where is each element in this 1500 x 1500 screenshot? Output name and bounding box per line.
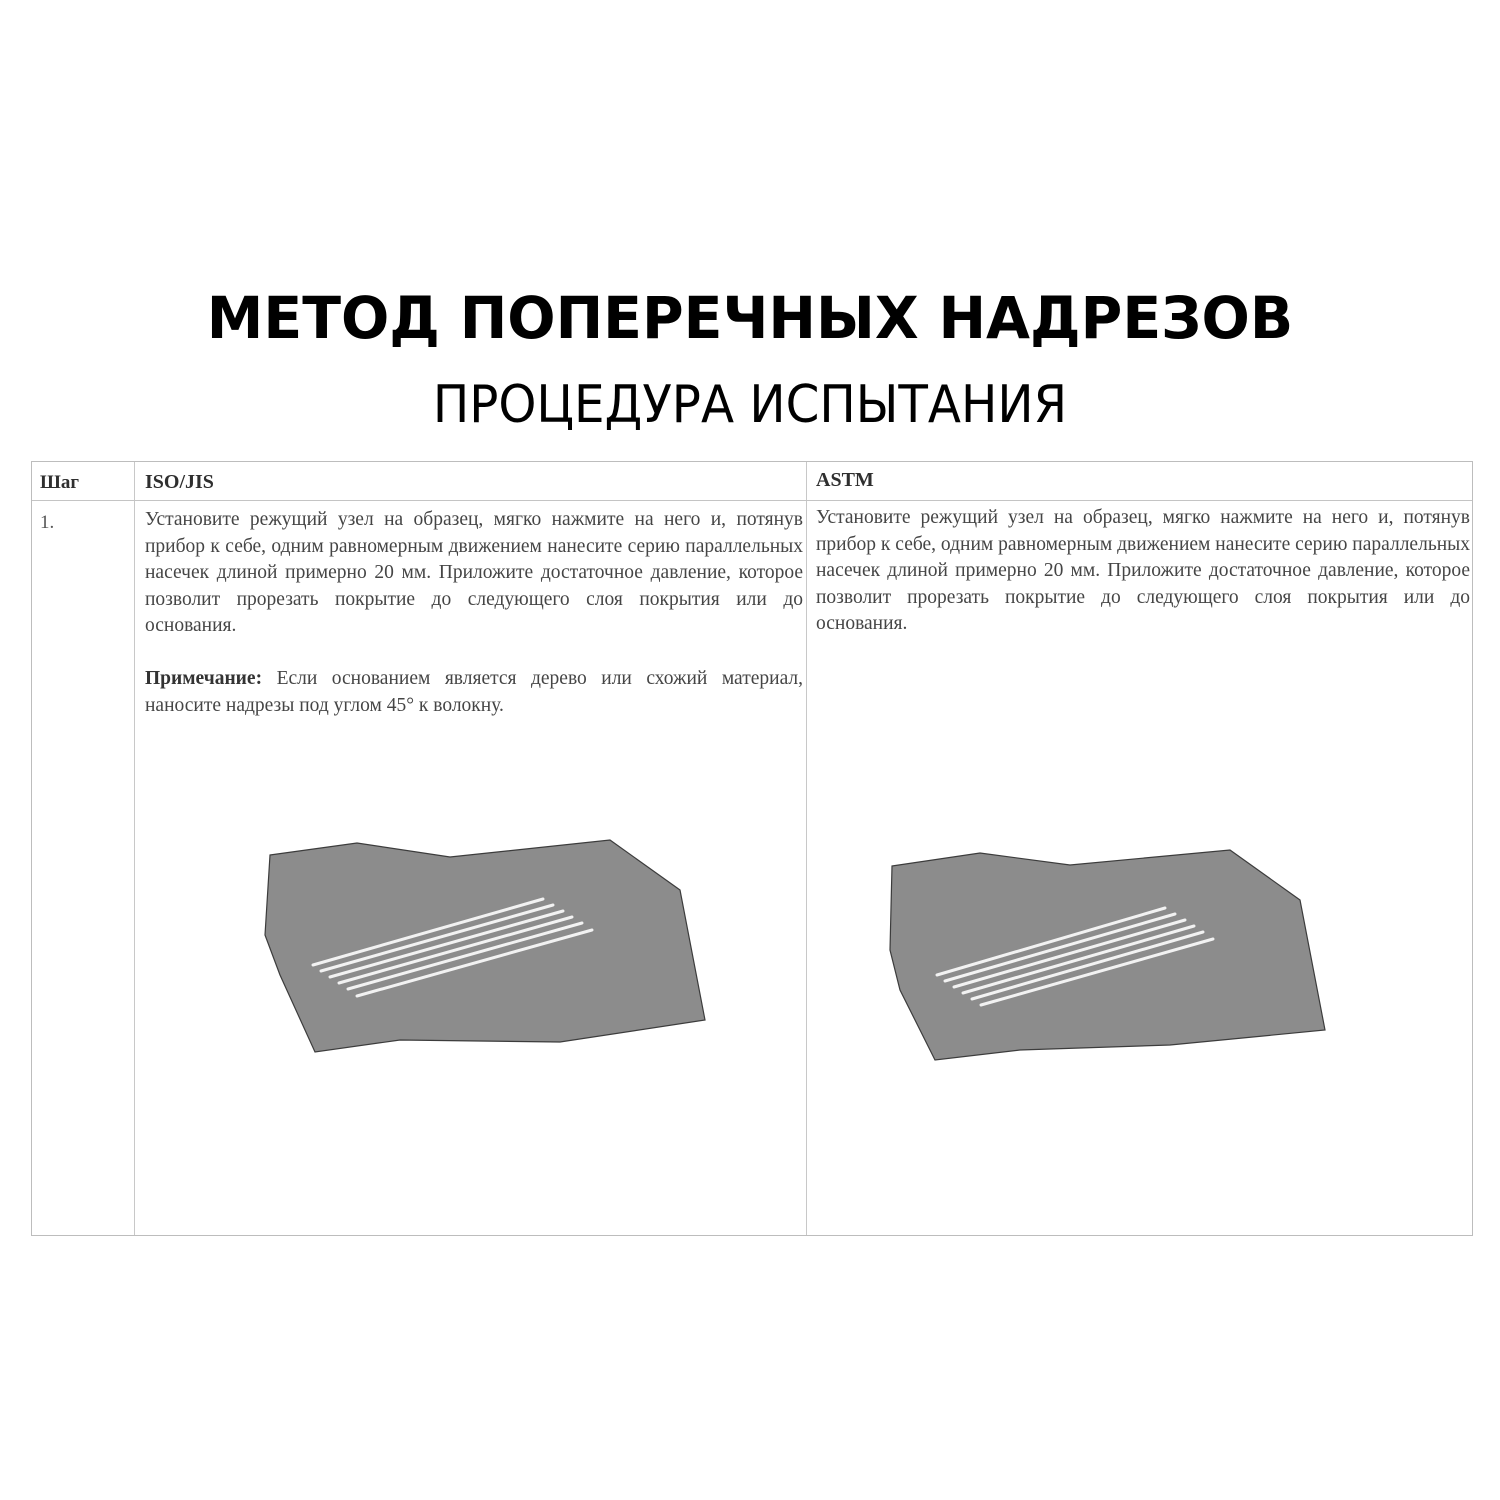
- page-title: МЕТОД ПОПЕРЕЧНЫХ НАДРЕЗОВ: [206, 284, 1294, 352]
- page-subtitle: ПРОЦЕДУРА ИСПЫТАНИЯ: [432, 375, 1068, 435]
- iso-jis-instruction: Установите режущий узел на образец, мягко нажмите на него и, потянув прибор к себе, одним равномерным движением нанесите серию параллельных насечек длиной примерно 20 мм. Приложите достаточное давление, которое позволит прорезать покрытие до следующего слоя покрытия или до основания.: [145, 509, 803, 637]
- astm-instruction: Установите режущий узел на образец, мягко нажмите на него и, потянув прибор к себе, одним равномерным движением нанесите серию параллельных насечек длиной примерно 20 мм. Приложите достаточное давление, которое позволит прорезать покрытие до следующего слоя покрытия или до основания.: [816, 507, 1470, 635]
- column-header-astm: ASTM: [816, 469, 874, 491]
- column-header-step: Шаг: [40, 472, 79, 493]
- coated-panel-shape: [890, 850, 1325, 1060]
- column-header-iso-jis: ISO/JIS: [145, 471, 214, 493]
- note-text: Если основанием является дерево или схожий материал, наносите надрезы под углом 45° к волокну.: [145, 667, 803, 716]
- step-number: 1.: [40, 512, 55, 533]
- note-label: Примечание:: [145, 667, 263, 689]
